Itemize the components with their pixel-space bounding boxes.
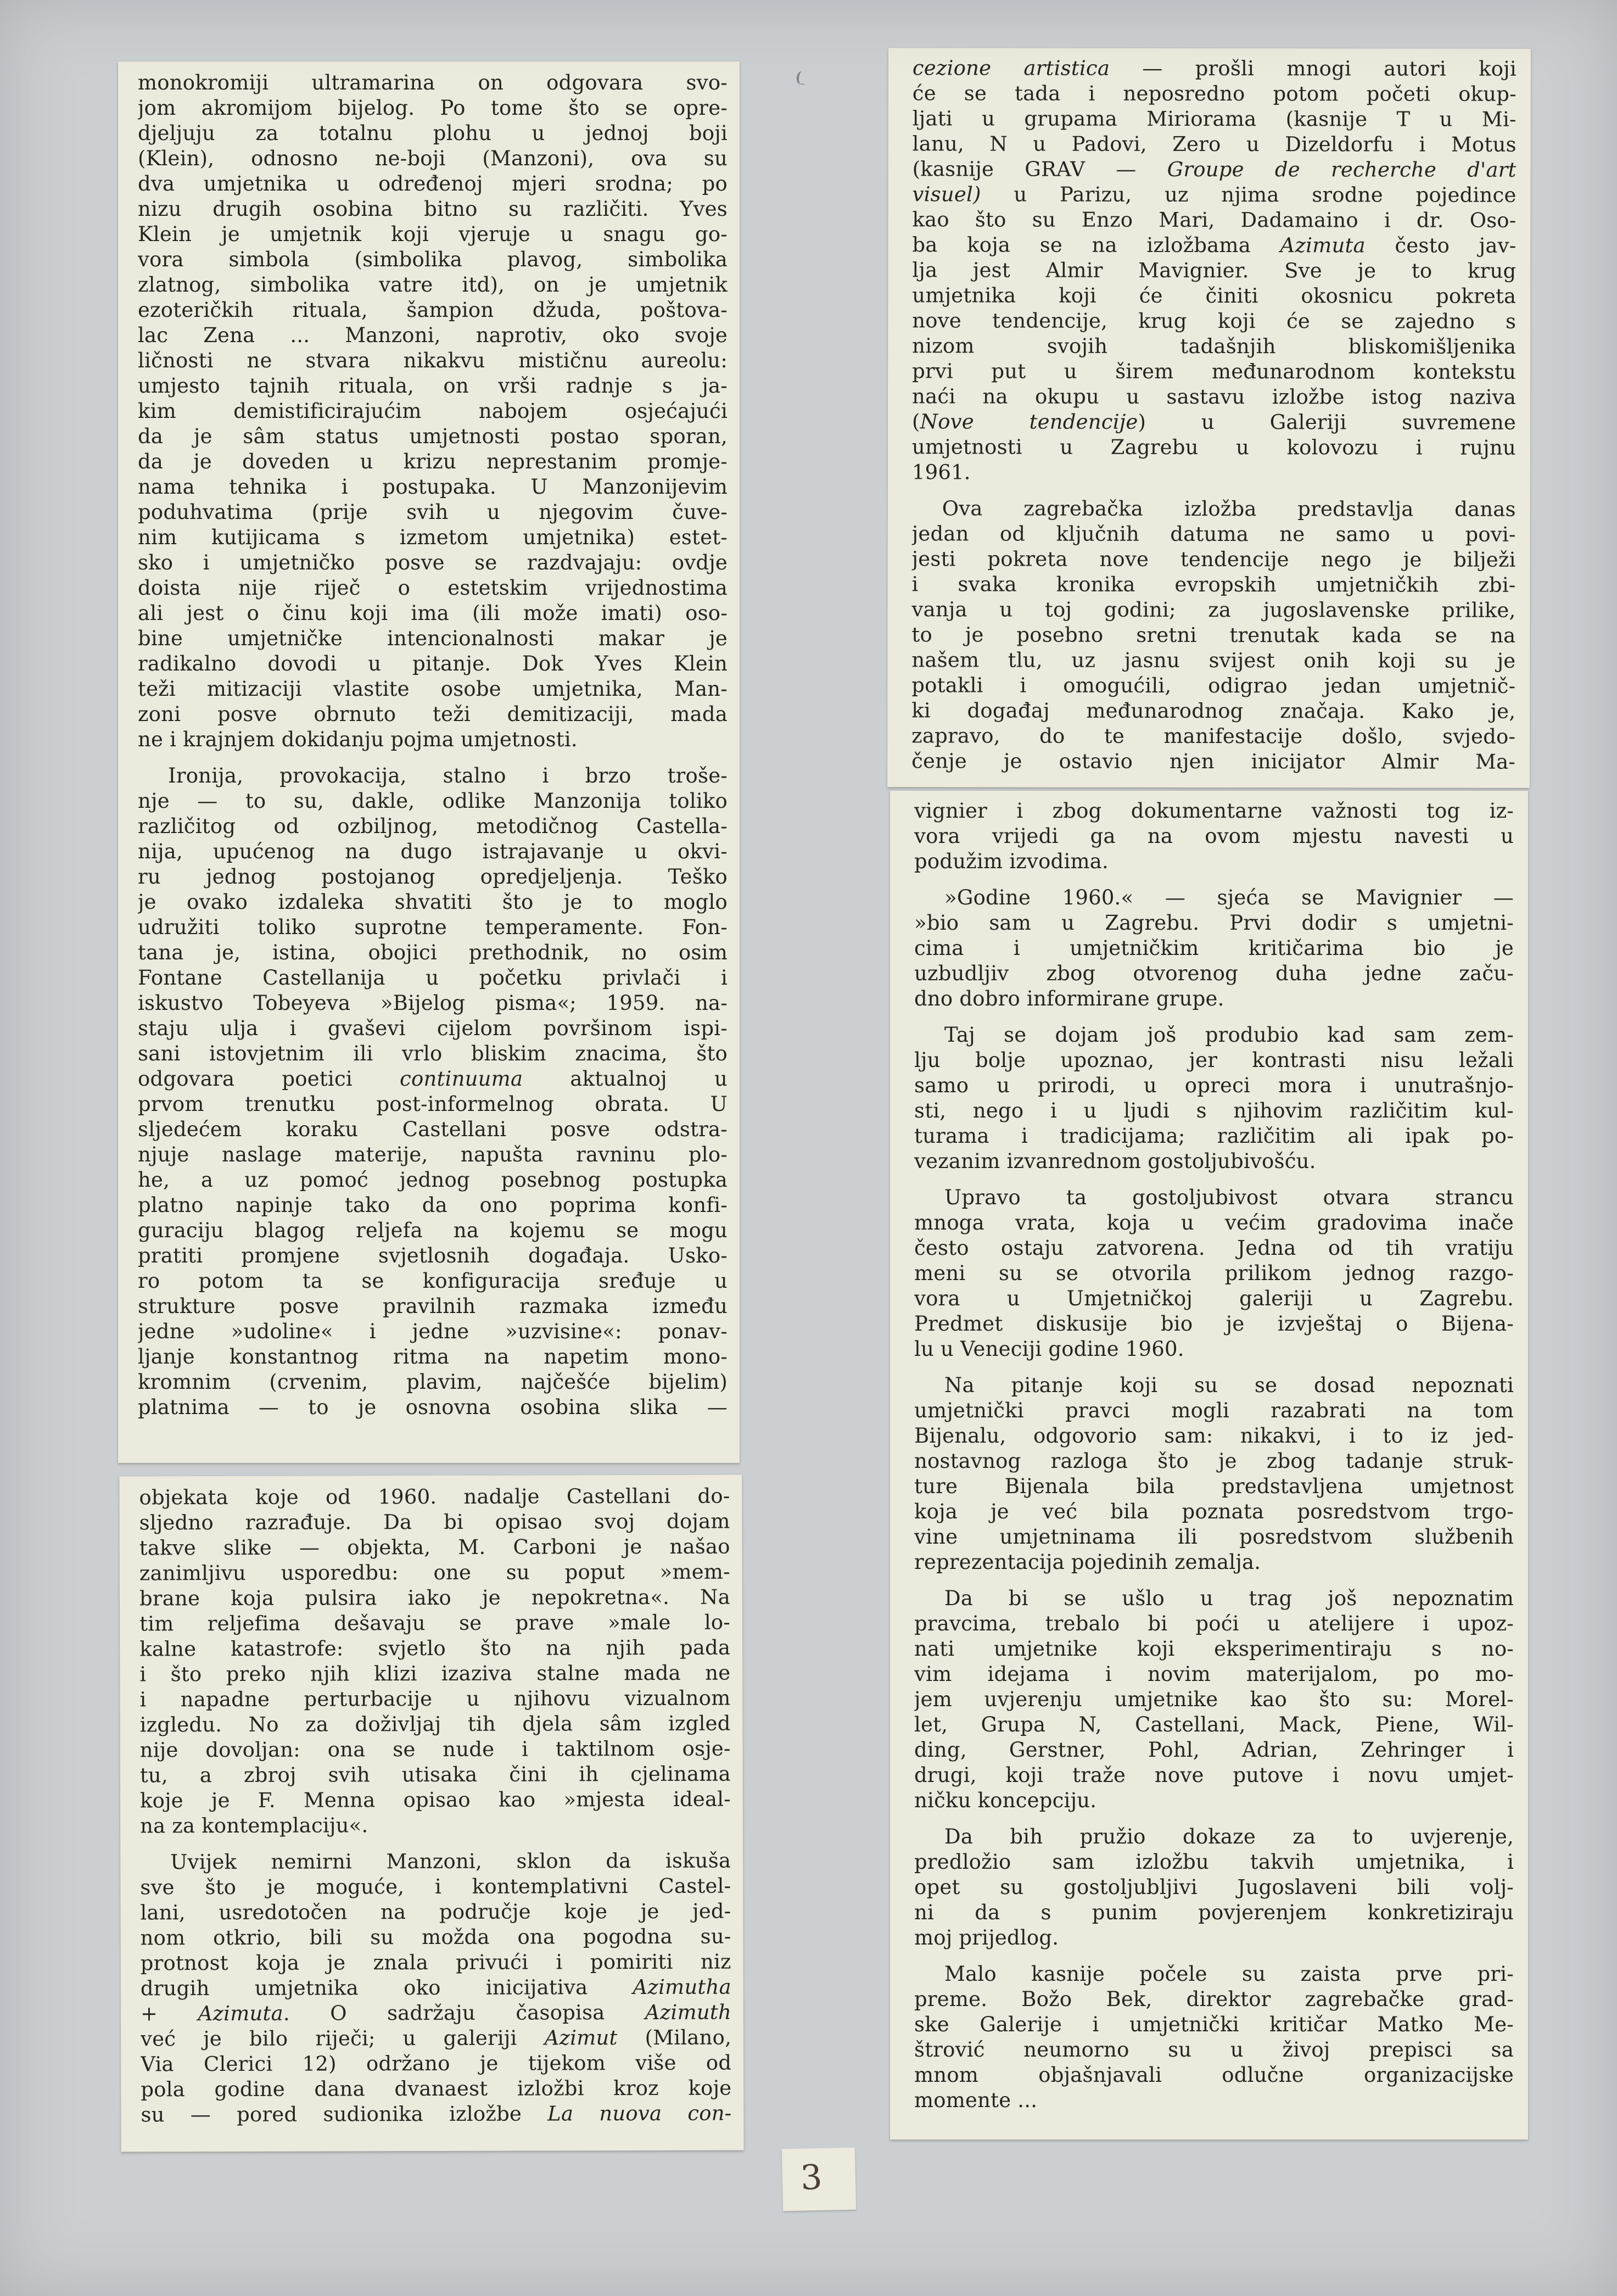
paragraph [914,1373,1514,1575]
text-line: ske Galerije i umjetnički kritičar Matko Me- [914,2013,1514,2036]
text-line: mnoga vrata, koja u većim gradovima inače [914,1211,1514,1234]
text-line: različitog od ozbiljnog, metodičnog Castella- [138,814,728,838]
text-line: Ironija, provokacija, stalno i brzo troše- [168,764,728,787]
paragraph [914,1023,1514,1174]
text-line: nove tendencije, krug koji će se zajedno s [912,309,1517,333]
text-line: to je posebno sretni trenutak kada se na [911,623,1516,647]
left-column-clipping-1 [118,62,740,1463]
text-line: već je bilo riječi; u galeriji Azimut (Milano, [141,2025,732,2051]
paragraph [912,55,1517,486]
paragraph [138,763,728,1420]
text-line: cima i umjetničkim kritičarima bio je [914,936,1514,960]
paragraph [914,1962,1514,2113]
text-line: turama i tradicijama; različitim ali ipak po- [914,1124,1514,1148]
text-line: nim kutijicama s izmetom umjetnika) estet- [138,526,728,549]
text-line: strukture posve pravilnih razmaka između [138,1294,728,1318]
text-line: nizom svojih tadašnjih bliskomišljenika [912,334,1517,359]
text-line: će se tada i neposredno potom početi okup- [912,81,1517,106]
text-line: sve što je moguće, i kontemplativni Castel- [140,1874,731,1900]
text-line: njuje naslage materije, napušta ravninu plo- [138,1143,728,1166]
text-line: cezione artistica — prošli mnogi autori koji [912,56,1517,81]
text-line: sani istovjetnim ili vrlo bliskim znacima, što [138,1042,728,1065]
right-column-clipping-1 [887,48,1531,788]
text-line: potakli i omogućili, odigrao jedan umjetnič- [911,673,1516,698]
text-line: brane koja pulsira iako je nepokretna«. Na [139,1585,731,1611]
paragraph [914,1185,1514,1362]
text-line: Na pitanje koji su se dosad nepoznati [944,1373,1514,1397]
text-line: 1961. [911,460,971,484]
text-line: Taj se dojam još produbio kad sam zem- [944,1023,1514,1047]
text-line: umjetnički pravci mogli razabrati na tom [914,1399,1514,1422]
text-line: lja jest Almir Mavignier. Sve je to krug [912,258,1517,283]
text-line: teži mitizaciji vlastite osobe umjetnika, Man- [138,677,728,701]
text-line: vanja u toj godini; za jugoslavenske prilike, [911,597,1516,622]
text-line: sljedećem koraku Castellani posve odstra- [138,1118,728,1141]
text-line: sti, nego i u ljudi s njihovim različitim kul- [914,1099,1514,1122]
text-line: sko i umjetničko posve se razdvajaju: ovdje [138,551,728,574]
text-line: Via Clerici 12) održano je tijekom više od [141,2051,732,2076]
text-line: našem tlu, uz jasnu svijest onih koji su je [911,648,1516,673]
text-line: »Godine 1960.« — sjeća se Mavignier — [944,886,1514,909]
text-line: Bijenalu, odgovorio sam: nikakvi, i to iz jed- [914,1424,1514,1448]
text-line: čenje je ostavio njen inicijator Almir Ma- [911,749,1516,774]
text-line: ličnosti ne stvara nikakvu mističnu aureolu: [138,349,728,372]
text-line: Upravo ta gostoljubivost otvara strancu [944,1186,1514,1209]
text-line: su — pored sudionika izložbe La nuova con- [141,2101,732,2127]
text-line: kalne katastrofe: svjetlo što na njih pada [139,1635,731,1661]
paragraph [911,496,1516,775]
text-line: zapravo, do te manifestacije došlo, svjedo- [911,724,1516,748]
text-line: bine umjetničke intencionalnosti makar je [138,627,728,650]
text-line: ali jest o činu koji ima (ili može imati) oso- [138,601,728,625]
text-line: iskustvo Tobeyeva »Bijelog pisma«; 1959. na- [138,991,728,1015]
text-line: vora simbola (simbolika plavog, simbolika [138,248,728,271]
stray-ink-mark [796,71,806,85]
text-line: tana je, istina, obojici prethodnik, no osim [138,941,728,964]
text-line: ki događaj međunarodnog značaja. Kako je, [911,699,1516,723]
text-line: vine umjetninama ili posredstvom službenih [914,1525,1514,1549]
text-line: kao što su Enzo Mari, Dadamaino i dr. Oso- [912,208,1517,232]
text-line: guraciju blagog reljefa na kojemu se mogu [138,1219,728,1242]
text-line: takve slike — objekta, M. Carboni je našao [139,1534,730,1560]
text-line: Da bi se ušlo u trag još nepoznatim [944,1586,1514,1610]
text-line: pola godine dana dvanaest izložbi kroz koje [141,2076,732,2102]
text-line: ne i krajnjem dokidanju pojma umjetnosti. [138,728,578,751]
text-line: lju bolje upoznao, jer kontrasti nisu ležali [914,1048,1514,1072]
text-line: prvom trenutku post-informelnog obrata. U [138,1092,728,1116]
paragraph [139,1484,731,1839]
paragraph [914,798,1514,874]
text-line: protnost koja je znala privući i pomiriti niz [140,1949,731,1975]
text-line: koje je F. Menna opisao kao »mjesta ideal- [139,1787,731,1813]
text-line: vezanim izvanrednom gostoljubivošću. [914,1149,1316,1173]
text-line: Predmet diskusije bio je izvještaj o Bijena- [914,1312,1514,1336]
text-line: Fontane Castellanija u početku privlači i [138,966,728,990]
text-line: doista nije riječ o estetskim vrijednostima [138,576,728,600]
text-line: i napadne perturbacije u njihovu vizualnom [139,1686,731,1712]
text-line: i što preko njih klizi izaziva stalne mada ne [139,1661,731,1686]
text-line: kromnim (crvenim, plavim, najčešće bijelim) [138,1370,728,1394]
text-line: ničku koncepciju. [914,1789,1097,1812]
text-line: dva umjetnika u određenoj mjeri srodna; po [138,172,728,195]
text-line: zanimljivu usporedbu: one su poput »mem- [139,1560,730,1585]
text-line: nama tehnika i postupaka. U Manzonijevim [138,475,728,499]
text-line: platno napinje tako da ono poprima konfi- [138,1193,728,1217]
text-line: predložio sam izložbu takvih umjetnika, i [914,1850,1514,1874]
text-line: ni da s punim povjerenjem konkretiziraju [914,1901,1514,1924]
text-line: kim demistificirajućim nabojem osjećajući [138,399,728,423]
text-line: visuel) u Parizu, uz njima srodne pojedince [912,182,1517,207]
text-line: (Nove tendencije) u Galeriji suvremene [911,410,1517,434]
text-line: let, Grupa N, Castellani, Mack, Piene, Wil- [914,1713,1514,1736]
text-line: momente ... [914,2088,1038,2112]
text-line: poduhvatima (prije svih u njegovim čuve- [138,500,728,524]
text-line: štrović neumorno su u živoj prepisci sa [914,2038,1514,2062]
paragraph [914,885,1514,1012]
text-line: lac Zena ... Manzoni, naprotiv, oko svoje [138,323,728,347]
text-line: Malo kasnije počele su zaista prve pri- [944,1962,1514,1986]
text-line: nom otkrio, bili su možda ona pogodna su- [140,1924,731,1950]
text-line: uzbudljiv zbog otvorenog duha jedne začu- [914,962,1514,985]
text-line: jom akromijom bijelog. Po tome što se opre- [138,96,728,120]
text-line: jem uvjerenju umjetnike kao što su: Morel- [914,1688,1514,1711]
text-line: nostavnog razloga što je zbog tadanje struk- [914,1449,1514,1473]
text-line: umjetnika koji će činiti okosnicu pokreta [912,283,1517,308]
text-line: drugih umjetnika oko inicijativa Azimutha [140,1975,731,2001]
text-line: jedan od ključnih datuma ne samo u povi- [911,522,1516,546]
paragraph [138,70,728,752]
text-line: (Klein), odnosno ne-boji (Manzoni), ova su [138,147,728,170]
text-line: (kasnije GRAV — Groupe de recherche d'art [912,157,1517,182]
text-line: moj prijedlog. [914,1926,1059,1949]
page-number-slip [782,2148,856,2211]
text-line: udružiti toliko suprotne temperamente. Fon- [138,915,728,939]
paragraph [914,1586,1514,1813]
text-line: platnima — to je osnovna osobina slika — [138,1395,728,1419]
text-line: tu, a zbroj svih utisaka čini ih cjelinama [139,1762,731,1787]
text-line: radikalno dovodi u pitanje. Dok Yves Klein [138,652,728,675]
text-line: ljanje konstantnog ritma na napetim mono- [138,1345,728,1368]
text-line: vim idejama i novim materijalom, po mo- [914,1662,1514,1686]
text-line: monokromiji ultramarina on odgovara svo- [138,71,728,94]
text-line: ru jednog postojanog opredjeljenja. Teško [138,865,728,889]
text-line: pratiti promjene svjetlosnih događaja. Usko- [138,1244,728,1267]
text-line: Da bih pružio dokaze za to uvjerenje, [944,1825,1514,1848]
text-line: odgovara poetici continuuma aktualnoj u [138,1067,728,1091]
text-line: reprezentacija pojedinih zemalja. [914,1550,1261,1574]
text-line: lanu, N u Padovi, Zero u Dizeldorfu i Motus [912,132,1517,157]
text-line: tim reljefima dešavaju se prave »male lo- [139,1610,731,1636]
text-line: he, a uz pomoć jednog posebnog postupka [138,1168,728,1192]
text-line: objekata koje od 1960. nadalje Castellani do- [139,1484,730,1510]
paragraph [140,1848,731,2128]
text-line: Uvijek nemirni Manzoni, sklon da iskuša [170,1848,731,1874]
text-line: ding, Gerstner, Pohl, Adrian, Zehringer i [914,1738,1514,1762]
text-line: drugi, koji traže nove putove i novu umjet- [914,1763,1514,1787]
text-line: podužim izvodima. [914,850,1109,873]
text-line: ro potom ta se konfiguracija sređuje u [138,1269,728,1293]
text-line: vora vrijedi ga na ovom mjestu navesti u [914,824,1514,848]
text-line: i svaka kronika evropskih umjetničkih zbi- [911,572,1516,597]
text-line: samo u prirodi, u opreci mora i unutrašnjo- [914,1074,1514,1097]
text-line: dno dobro informirane grupe. [914,987,1224,1010]
text-line: da je doveden u krizu neprestanim promje- [138,450,728,473]
text-line: djeljuju za totalnu plohu u jednoj boji [138,121,728,145]
text-line: lani, usredotočen na područje koje je jed- [140,1899,731,1925]
text-line: sljedno razrađuje. Da bi opisao svoj dojam [139,1509,730,1535]
text-line: nizu drugih osobina bitno su različiti. Yves [138,197,728,221]
text-line: zoni posve obrnuto teži demitizaciji, mada [138,702,728,726]
text-line: nati umjetnike koji eksperimentiraju s no- [914,1637,1514,1661]
text-line: Klein je umjetnik koji vjeruje u snagu go- [138,222,728,246]
text-line: umjesto tajnih rituala, on vrši radnje s ja- [138,374,728,398]
text-line: umjetnosti u Zagrebu u kolovozu i rujnu [911,435,1516,460]
text-line: meni su se otvorila prilikom jednog razgo- [914,1261,1514,1285]
text-line: ba koja se na izložbama Azimuta često jav- [912,233,1517,258]
paragraph [914,1824,1514,1951]
text-line: nje — to su, dakle, odlike Manzonija toliko [138,789,728,813]
text-line: često ostaju zatvorena. Jedna od tih vratiju [914,1236,1514,1260]
text-line: ture Bijenala bila predstavljena umjetnost [914,1474,1514,1498]
text-line: da je sâm status umjetnosti postao sporan, [138,424,728,448]
text-line: nije dovoljan: ona se nude i taktilnom osje- [139,1736,731,1762]
text-line: »bio sam u Zagrebu. Prvi dodir s umjetni- [914,911,1514,935]
text-line: na za kontemplaciju«. [140,1813,368,1838]
text-line: nija, upućenog na dugo istrajavanje u okvi- [138,840,728,863]
text-line: naći na okupu u sastavu izložbe istog naziva [912,384,1517,409]
text-line: izgledu. No za doživljaj tih djela sâm izgled [139,1711,731,1737]
text-line: + Azimuta. O sadržaju časopisa Azimuth [140,2000,732,2026]
text-line: lu u Veneciji godine 1960. [914,1337,1184,1361]
text-line: prvi put u širem međunarodnom kontekstu [912,359,1517,384]
text-line: je ovako izdaleka shvatiti što je to moglo [138,890,728,914]
text-line: Ova zagrebačka izložba predstavlja danas [942,496,1516,521]
text-line: pravcima, trebalo bi poći u atelijere i upoz- [914,1612,1514,1635]
text-line: koja je već bila poznata posredstvom trgo- [914,1500,1514,1523]
right-column-clipping-2 [890,791,1528,2139]
text-line: vora u Umjetničkoj galeriji u Zagrebu. [914,1287,1514,1310]
text-line: mnom objašnjavali odlučne organizacijske [914,2063,1514,2087]
text-line: zlatnog, simbolika vatre itd), on je umjetnik [138,273,728,297]
text-line: jesti pokreta nove tendencije nego je bilježi [911,547,1516,572]
text-line: ljati u grupama Miriorama (kasnije T u Mi- [912,107,1517,131]
text-line: staju ulja i gvaševi cijelom površinom ispi- [138,1016,728,1040]
text-line: vignier i zbog dokumentarne važnosti tog iz- [914,799,1514,823]
text-line: opet su gostoljubljivi Jugoslaveni bili volj- [914,1875,1514,1899]
text-line: ezoteričkih rituala, šampion džuda, poštova- [138,298,728,322]
page-number: 3 [799,2157,824,2198]
text-line: jedne »udoline« i jedne »uzvisine«: ponav- [138,1320,728,1343]
left-column-clipping-2 [119,1475,743,2152]
text-line: preme. Božo Bek, direktor zagrebačke grad- [914,1987,1514,2011]
